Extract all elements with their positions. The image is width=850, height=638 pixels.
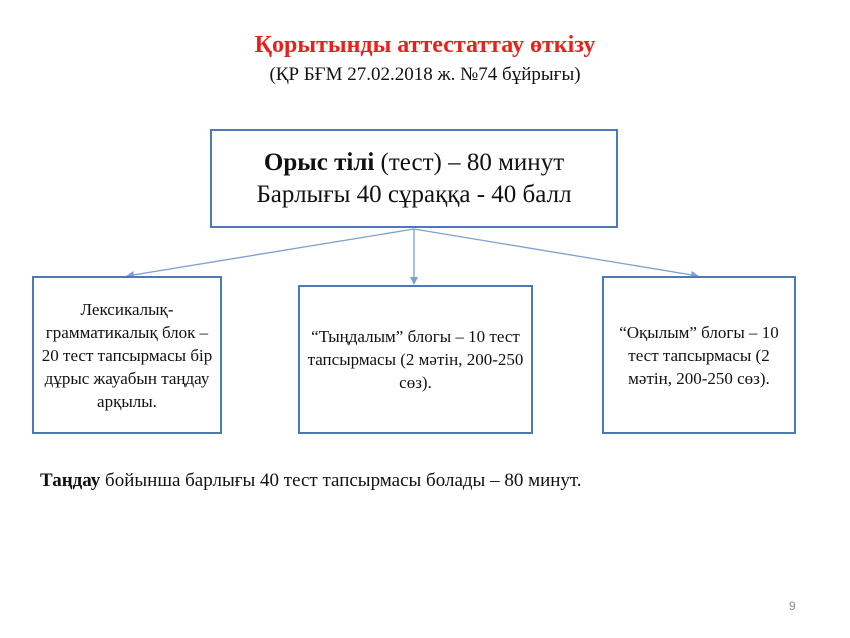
listening-block: “Тыңдалым” блогы – 10 тест тапсырмасы (2 мәтін, 200-250 сөз). <box>298 285 533 434</box>
main-box-line-1 <box>264 147 564 179</box>
main-box-subject: Орыс тілі <box>263 148 375 176</box>
main-box-duration: (тест) – 80 минут <box>374 148 565 176</box>
slide-title: Қорытынды аттестаттау өткізу <box>254 32 596 58</box>
lexical-grammar-block: Лексикалық-грамматикалық блок – 20 тест тапсырмасы бір дұрыс жауабын таңдау арқылы. <box>32 276 222 434</box>
arrow-to-right-block <box>414 229 698 276</box>
main-box-line-2: Барлығы 40 сұраққа - 40 балл <box>256 180 572 208</box>
page-number: 9 <box>789 599 796 613</box>
main-exam-box <box>210 129 618 228</box>
footer-note-bold: Таңдау <box>40 470 101 491</box>
arrow-to-left-block <box>127 229 414 276</box>
slide-subtitle: (ҚР БҒМ 27.02.2018 ж. №74 бұйрығы) <box>269 64 581 85</box>
footer-note <box>40 469 582 493</box>
footer-note-rest: бойынша барлығы 40 тест тапсырмасы болады – 80 минут. <box>100 470 582 491</box>
reading-block: “Оқылым” блогы – 10 тест тапсырмасы (2 мәтін, 200-250 сөз). <box>602 276 796 434</box>
